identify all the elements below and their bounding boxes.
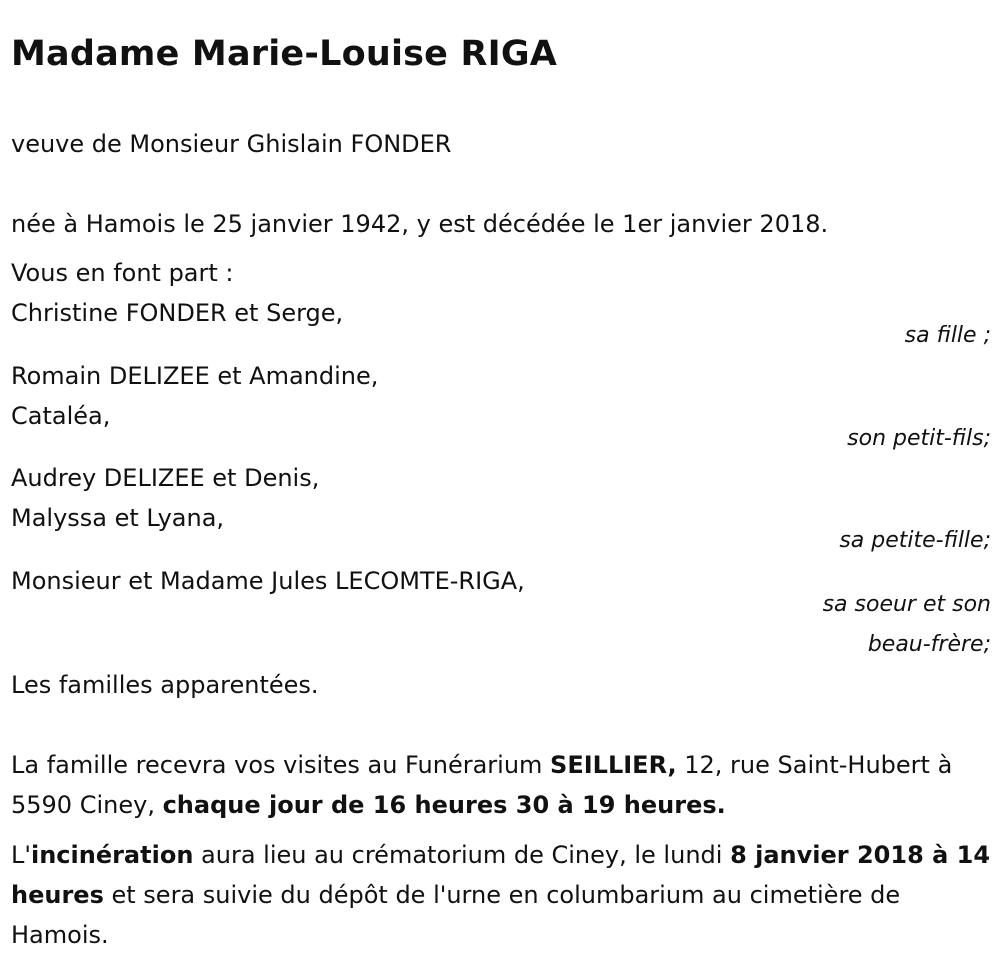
announcement-intro: Vous en font part :: [11, 259, 234, 287]
visitation-paragraph: [11, 745, 991, 825]
ceremony-text: et sera suivie du dépôt de l'urne en columbarium au cimetière de Hamois.: [11, 881, 901, 949]
ceremony-text: L': [11, 841, 31, 869]
family-member-line: Romain DELIZEE et Amandine,: [11, 362, 379, 390]
family-relation: sa soeur et son: [822, 592, 991, 617]
ceremony-paragraph: [11, 835, 991, 955]
visitation-schedule: chaque jour de 16 heures 30 à 19 heures.: [162, 791, 726, 819]
visitation-text: La famille recevra vos visites au Funérarium: [11, 751, 551, 779]
family-member-line: Christine FONDER et Serge,: [11, 299, 344, 327]
related-families-line: Les familles apparentées.: [11, 671, 319, 699]
family-member-line: Malyssa et Lyana,: [11, 504, 225, 532]
family-member-line: Audrey DELIZEE et Denis,: [11, 464, 320, 492]
family-relation: sa fille ;: [904, 323, 991, 348]
family-member-line: Cataléa,: [11, 402, 111, 430]
ceremony-type: incinération: [30, 841, 194, 869]
birth-death-line: née à Hamois le 25 janvier 1942, y est décédée le 1er janvier 2018.: [11, 210, 829, 238]
family-relation: beau-frère;: [867, 632, 991, 657]
ceremony-text: aura lieu au crématorium de Ciney, le lundi: [193, 841, 731, 869]
spouse-line: veuve de Monsieur Ghislain FONDER: [11, 130, 452, 158]
deceased-name: Madame Marie-Louise RIGA: [11, 34, 558, 74]
family-relation: son petit-fils;: [847, 426, 991, 451]
funeral-home-name: SEILLIER,: [550, 751, 677, 779]
family-relation: sa petite-fille;: [839, 528, 991, 553]
funeral-home-address: 12, rue Saint-Hubert à 5590 Ciney,: [11, 751, 953, 819]
family-member-line: Monsieur et Madame Jules LECOMTE-RIGA,: [11, 567, 525, 595]
ceremony-datetime: 8 janvier 2018 à 14 heures: [11, 841, 991, 909]
